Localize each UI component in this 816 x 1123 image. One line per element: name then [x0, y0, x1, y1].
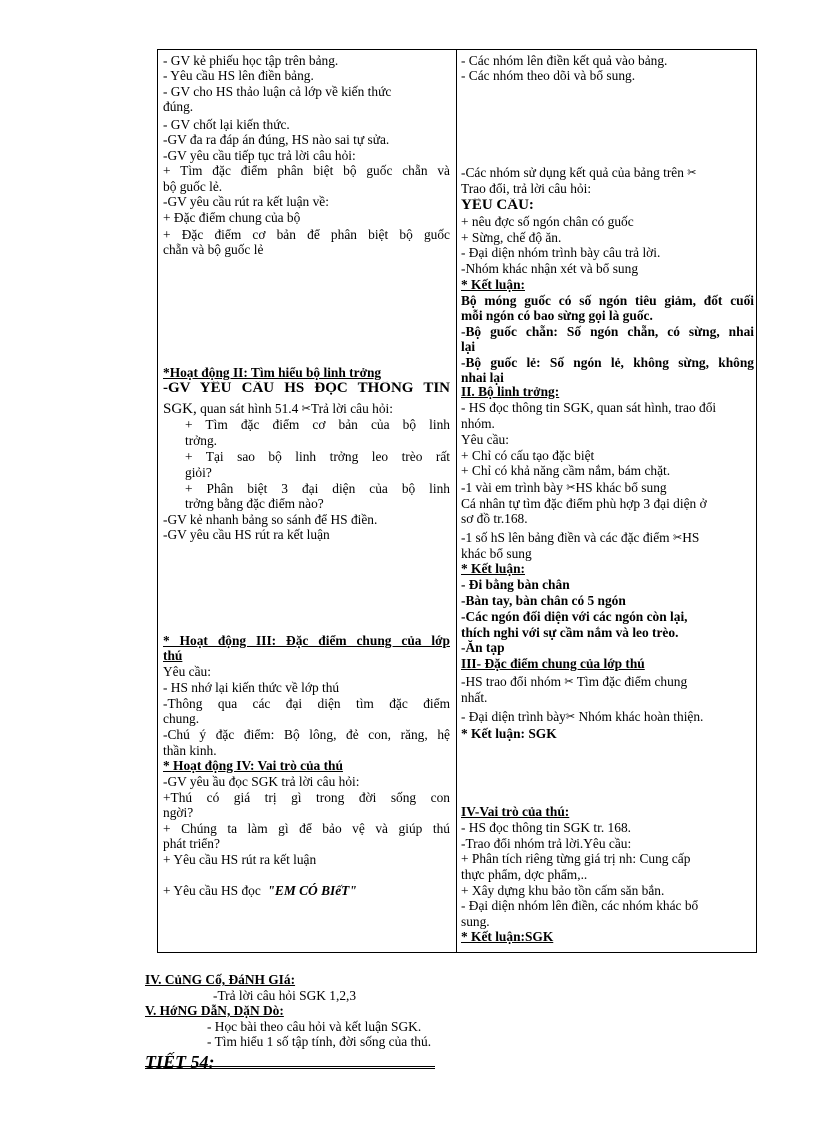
left-line: + Tìm đặc điểm phân biệt bộ guốc chẵn và: [163, 163, 450, 178]
scissors-icon: ✂: [301, 403, 311, 415]
next-lesson-title: TIẾT 54:: [145, 1052, 215, 1072]
left-line: + Yêu cầu HS rút ra kết luận: [163, 852, 317, 867]
right-line: + Xây dựng khu bảo tồn cấm săn bắn.: [461, 883, 665, 898]
activity-3-heading: * Hoạt động III: Đặc điểm chung của lớp: [163, 633, 450, 648]
right-line: thích nghi với sự cầm nắm và leo trèo.: [461, 625, 679, 640]
right-line: - Các nhóm theo dõi và bổ sung.: [461, 68, 636, 83]
right-line: - HS đọc thông tin SGK tr. 168.: [461, 820, 631, 835]
left-line: -Thông qua các đại diện tìm đặc điểm: [163, 696, 450, 711]
right-line: + Chỉ có cấu tạo đặc biệt: [461, 448, 595, 463]
right-line: thực phẩm, dợc phẩm,..: [461, 867, 588, 882]
right-line: sơ đồ tr.168.: [461, 511, 528, 526]
right-text: Nhóm khác hoàn thiện.: [578, 709, 704, 724]
left-line: -GV kẻ nhanh bảng so sánh để HS điền.: [163, 512, 378, 527]
left-line: -GV yêu cầu rút ra kết luận về:: [163, 194, 329, 209]
right-line: - Đại diện nhóm lên điền, các nhóm khác bổ: [461, 898, 699, 913]
left-line: [163, 883, 450, 898]
right-line: sung.: [461, 914, 490, 929]
scissors-icon: ✂: [566, 482, 576, 494]
right-line: khác bổ sung: [461, 546, 532, 561]
right-line: - Đi bằng bàn chân: [461, 577, 570, 592]
left-line: trởng.: [185, 433, 217, 448]
right-line: nhất.: [461, 690, 488, 705]
right-line: + Chỉ có khả năng cầm nắm, bám chặt.: [461, 463, 671, 478]
left-line: thú: [163, 648, 183, 663]
left-line: đúng.: [163, 99, 194, 114]
title-underline: [145, 1066, 435, 1069]
left-line: bộ guốc lẻ.: [163, 179, 223, 194]
conclusion-heading: * Kết luận:: [461, 561, 525, 576]
right-line: - HS đọc thông tin SGK, quan sát hình, trao đổi: [461, 400, 717, 415]
right-text: HS: [682, 530, 700, 545]
right-line: -Trao đổi nhóm trả lời.Yêu cầu:: [461, 836, 632, 851]
left-line: chung.: [163, 711, 200, 726]
left-text: quan sát hình 51.4: [200, 401, 299, 416]
section-2-heading: II. Bộ linh trởng:: [461, 384, 560, 399]
column-divider: [456, 50, 457, 952]
right-line: -Các ngón đối diện với các ngón còn lại,: [461, 609, 688, 624]
left-line: - Yêu cầu HS lên điền bảng.: [163, 68, 314, 83]
right-line: [461, 674, 754, 690]
right-line: Cá nhân tự tìm đặc điểm phù hợp 3 đại diện ở: [461, 496, 707, 511]
right-line: [461, 709, 754, 725]
right-text: -Các nhóm sử dụng kết quả của bảng trên: [461, 165, 684, 180]
right-text: HS khác bổ sung: [575, 480, 667, 495]
right-line: - Đại diện nhóm trình bày câu trả lời.: [461, 245, 661, 260]
conclusion-heading: * Kết luận:SGK: [461, 929, 554, 944]
left-line: chẵn và bộ guốc lẻ: [163, 242, 264, 257]
section-4-heading: IV-Vai trò của thú:: [461, 804, 570, 819]
right-line: nhóm.: [461, 416, 495, 431]
right-line: Trao đổi, trả lời câu hỏi:: [461, 181, 592, 196]
section-3-heading: III- Đặc điểm chung của lớp thú: [461, 656, 645, 671]
scissors-icon: ✂: [565, 711, 576, 723]
section-iv-heading: IV. CủNG Cố, ĐáNH GIá:: [145, 972, 296, 987]
right-line: - Các nhóm lên điền kết quả vào bảng.: [461, 53, 668, 68]
left-text: + Yêu cầu HS đọc: [163, 883, 261, 898]
right-line: * Kết luận: SGK: [461, 726, 557, 741]
right-text: -1 số hS lên bảng điền và các đặc điểm: [461, 530, 670, 545]
left-line: [163, 401, 450, 417]
section-v-line: - Học bài theo câu hỏi và kết luận SGK.: [207, 1019, 422, 1034]
left-line: - GV chốt lại kiến thức.: [163, 117, 290, 132]
em-co-biet-label: "EM CÓ BIếT": [267, 883, 357, 898]
lesson-table: [157, 49, 757, 953]
scissors-icon: ✂: [687, 167, 697, 179]
left-line: -GV yêu cầu tiếp tục trả lời câu hỏi:: [163, 148, 356, 163]
right-line: [461, 165, 754, 181]
section-iv-line: -Trả lời câu hỏi SGK 1,2,3: [213, 988, 357, 1003]
right-text: -1 vài em trình bày: [461, 480, 563, 495]
left-line: + Chúng ta làm gì để bảo vệ và giúp thú: [163, 821, 450, 836]
right-text: Tìm đặc điểm chung: [576, 674, 688, 689]
left-line: - GV cho HS thảo luận cả lớp về kiến thức: [163, 84, 392, 99]
right-text: - Đại diện trình bày: [461, 709, 566, 724]
left-line: - GV kẻ phiếu học tập trên bảng.: [163, 53, 339, 68]
scissors-icon: ✂: [564, 676, 574, 688]
right-text: -HS trao đổi nhóm: [461, 674, 562, 689]
right-line: [461, 480, 754, 496]
left-line: -GV đa ra đáp án đúng, HS nào sai tự sửa.: [163, 132, 390, 147]
activity-4-heading: * Hoạt động IV: Vai trò của thú: [163, 758, 343, 773]
right-line: [461, 530, 754, 546]
section-v-heading: V. HớNG DẫN, DặN Dò:: [145, 1003, 284, 1018]
right-line: mỗi ngón có bao sừng gọi là guốc.: [461, 308, 653, 323]
right-line: Bộ móng guốc có số ngón tiêu giảm, đốt cuối: [461, 293, 754, 308]
activity-2-heading: [163, 365, 450, 380]
left-line: Yêu cầu:: [163, 664, 211, 679]
activity-2-title: *Hoạt động II: Tìm hiểu bộ linh trởng: [163, 365, 382, 380]
scissors-icon: ✂: [672, 532, 683, 544]
left-line: phát triển?: [163, 836, 220, 851]
left-text: Trả lời câu hỏi:: [310, 401, 393, 416]
left-line: + Đặc điểm chung của bộ: [163, 210, 301, 225]
conclusion-heading: * Kết luận:: [461, 277, 525, 292]
left-line: + Đặc điểm cơ bản để phân biệt bộ guốc: [163, 227, 450, 242]
right-line: Yêu cầu:: [461, 432, 509, 447]
right-line: -Bộ guốc chẵn: Số ngón chẵn, có sừng, nhai: [461, 324, 754, 339]
left-line: -GV yêu cầu HS rút ra kết luận: [163, 527, 330, 542]
left-line: -Chú ý đặc điểm: Bộ lông, đẻ con, răng, hệ: [163, 727, 450, 742]
left-line: - HS nhớ lại kiến thức về lớp thú: [163, 680, 340, 695]
right-line: -Bàn tay, bàn chân có 5 ngón: [461, 593, 626, 608]
left-text: SGK,: [163, 401, 197, 417]
left-line: trởng bằng đặc điểm nào?: [185, 496, 324, 511]
right-line: nhai lại: [461, 370, 504, 385]
right-line: + Sừng, chế độ ăn.: [461, 230, 562, 245]
left-line: + Tìm đặc điểm cơ bản của bộ linh: [185, 417, 450, 432]
right-line: -Ăn tạp: [461, 640, 505, 655]
left-line-caps: -GV YÊU CẦU HS ĐỌC THÔNG TIN: [163, 381, 450, 396]
left-line: -GV yêu ầu đọc SGK trả lời câu hỏi:: [163, 774, 360, 789]
right-line: -Bộ guốc lẻ: Số ngón lẻ, không sừng, không: [461, 355, 754, 370]
section-v-line: - Tìm hiểu 1 số tập tính, đời sống của thú.: [207, 1034, 432, 1049]
right-line: + nêu đợc số ngón chân có guốc: [461, 214, 634, 229]
left-line: ngời?: [163, 805, 194, 820]
left-line: giỏi?: [185, 465, 212, 480]
right-line: YÊU CẦU:: [461, 198, 534, 213]
left-line: thần kinh.: [163, 743, 217, 758]
left-line: +Thú có giá trị gì trong đời sống con: [163, 790, 450, 805]
right-line: -Nhóm khác nhận xét và bổ sung: [461, 261, 639, 276]
left-line: + Phân biệt 3 đại diện của bộ linh: [185, 481, 450, 496]
left-line: + Tại sao bộ linh trởng leo trèo rất: [185, 449, 450, 464]
right-line: + Phân tích riêng từng giá trị nh: Cung cấp: [461, 851, 691, 866]
right-line: lại: [461, 339, 476, 354]
